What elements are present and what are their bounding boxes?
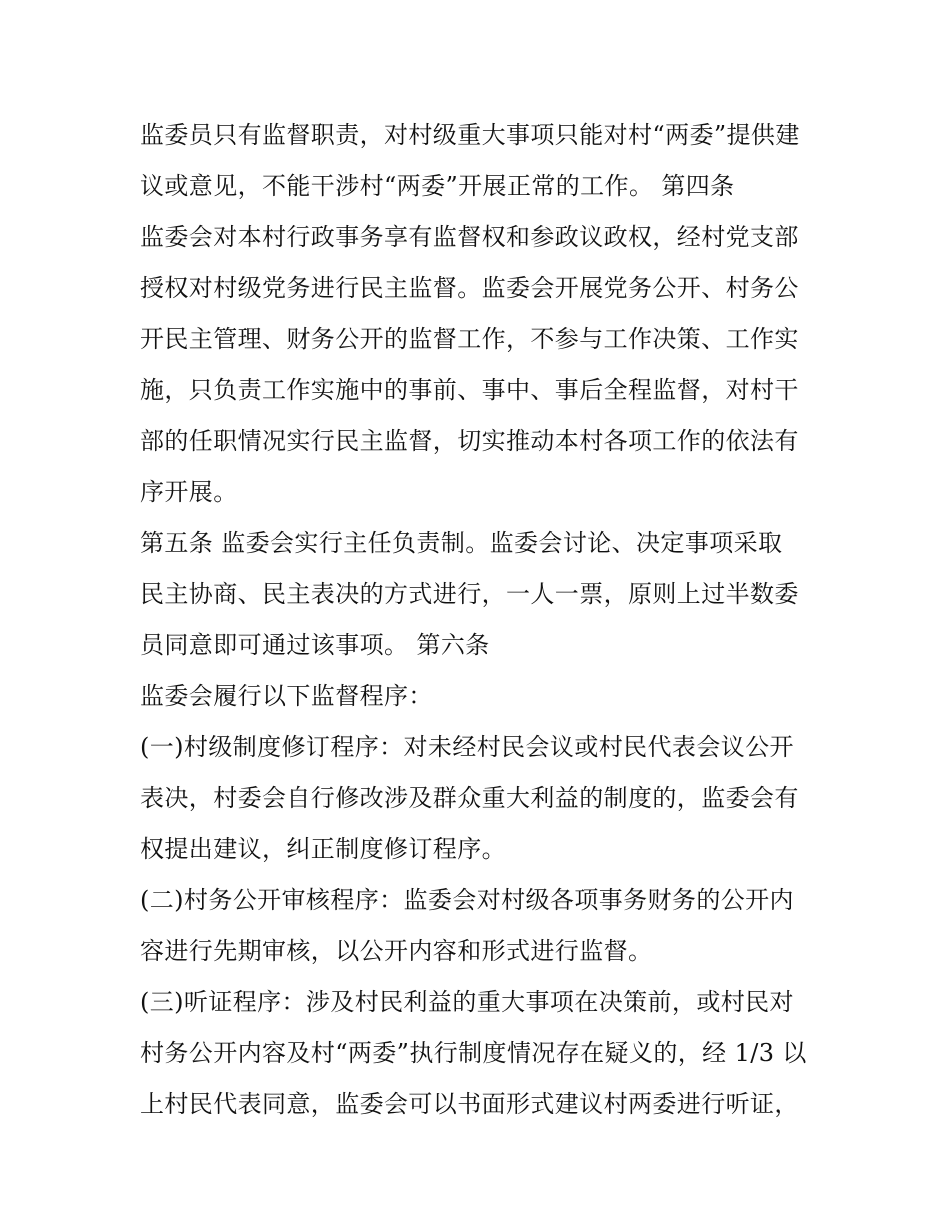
text-line: 议或意见，不能干涉村“两委”开展正常的工作。 第四条 (140, 172, 735, 200)
text-line: (三)听证程序：涉及村民利益的重大事项在决策前，或村民对 (140, 988, 794, 1016)
text-line: (一)村级制度修订程序：对未经村民会议或村民代表会议公开 (140, 733, 794, 761)
text-line: 开民主管理、财务公开的监督工作，不参与工作决策、工作实 (140, 325, 799, 353)
text-line: 民主协商、民主表决的方式进行，一人一票，原则上过半数委 (140, 580, 799, 608)
text-line: 监委员只有监督职责，对村级重大事项只能对村“两委”提供建 (140, 121, 800, 149)
document-body (140, 110, 830, 1130)
text-line: 授权对村级党务进行民主监督。监委会开展党务公开、村务公 (140, 274, 799, 302)
text-line: 上村民代表同意，监委会可以书面形式建议村两委进行听证， (140, 1090, 799, 1118)
text-line: 序开展。 (140, 478, 238, 506)
text-line: 第五条 监委会实行主任负责制。监委会讨论、决定事项采取 (140, 529, 783, 557)
text-line: 部的任职情况实行民主监督，切实推动本村各项工作的依法有 (140, 427, 799, 455)
text-line: 施，只负责工作实施中的事前、事中、事后全程监督，对村干 (140, 376, 799, 404)
text-line: 权提出建议，纠正制度修订程序。 (140, 835, 506, 863)
text-line: 村务公开内容及村“两委”执行制度情况存在疑义的，经 1/3 以 (140, 1039, 807, 1067)
text-line: 监委会对本村行政事务享有监督权和参政议政权，经村党支部 (140, 223, 799, 251)
text-line: 员同意即可通过该事项。 第六条 (140, 631, 490, 659)
text-line: 监委会履行以下监督程序： (140, 682, 433, 710)
text-line: 表决，村委会自行修改涉及群众重大利益的制度的，监委会有 (140, 784, 799, 812)
text-line: 容进行先期审核，以公开内容和形式进行监督。 (140, 937, 653, 965)
text-line: (二)村务公开审核程序：监委会对村级各项事务财务的公开内 (140, 886, 794, 914)
